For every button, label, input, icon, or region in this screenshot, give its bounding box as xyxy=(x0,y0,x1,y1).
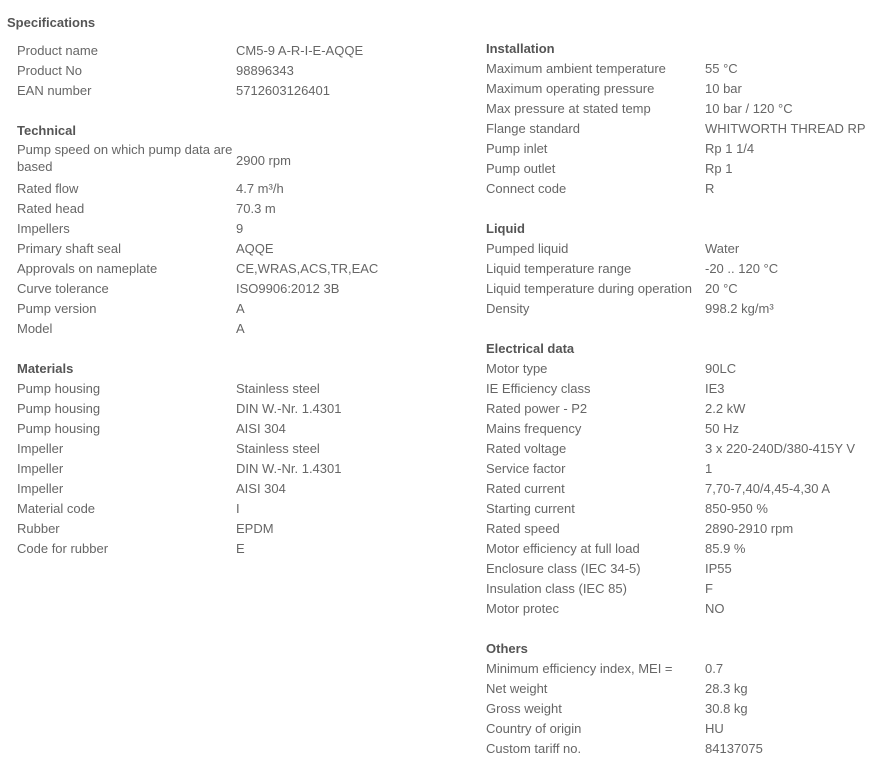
spec-row xyxy=(17,61,363,81)
spec-row xyxy=(486,119,866,139)
spec-label: Impellers xyxy=(17,221,70,236)
spec-label: Impeller xyxy=(17,441,64,456)
spec-value: 55 °C xyxy=(705,61,738,76)
spec-value: 0.7 xyxy=(705,661,724,676)
spec-value: ISO9906:2012 3B xyxy=(236,281,340,296)
spec-value: 28.3 kg xyxy=(705,681,748,696)
spec-value: IP55 xyxy=(705,561,732,576)
spec-row xyxy=(17,81,363,101)
spec-row xyxy=(17,539,341,559)
spec-row xyxy=(486,579,855,599)
spec-row xyxy=(486,79,866,99)
spec-row xyxy=(486,99,866,119)
spec-value: HU xyxy=(705,721,724,736)
liquid-section xyxy=(486,219,778,319)
spec-label: Flange standard xyxy=(486,121,580,136)
spec-value: R xyxy=(705,181,715,196)
technical-section xyxy=(17,121,378,339)
spec-label: Country of origin xyxy=(486,721,582,736)
spec-value: 7,70-7,40/4,45-4,30 A xyxy=(705,481,831,496)
spec-label: Pumped liquid xyxy=(486,241,569,256)
spec-row xyxy=(486,699,763,719)
page-title: Specifications xyxy=(7,15,96,30)
spec-row xyxy=(17,319,378,339)
spec-label: Starting current xyxy=(486,501,575,516)
spec-row xyxy=(486,519,855,539)
spec-value: 20 °C xyxy=(705,281,738,296)
installation-section xyxy=(486,39,866,199)
spec-row xyxy=(486,719,763,739)
spec-label: EAN number xyxy=(17,83,92,98)
spec-value: AQQE xyxy=(236,241,274,256)
spec-value: CE,WRAS,ACS,TR,EAC xyxy=(236,261,379,276)
spec-row xyxy=(486,459,855,479)
spec-label: Connect code xyxy=(486,181,567,196)
spec-value: DIN W.-Nr. 1.4301 xyxy=(236,461,342,476)
spec-value: CM5-9 A-R-I-E-AQQE xyxy=(236,43,364,58)
spec-row xyxy=(17,279,378,299)
spec-label: Primary shaft seal xyxy=(17,241,122,256)
spec-label: Net weight xyxy=(486,681,548,696)
section-title: Installation xyxy=(486,41,555,56)
spec-value: 10 bar xyxy=(705,81,742,96)
spec-value: F xyxy=(705,581,713,596)
spec-value: 70.3 m xyxy=(236,201,276,216)
spec-label: Curve tolerance xyxy=(17,281,109,296)
spec-value: A xyxy=(236,321,245,336)
spec-row xyxy=(486,179,866,199)
spec-value: 10 bar / 120 °C xyxy=(705,101,793,116)
section-title: Liquid xyxy=(486,221,525,236)
spec-label: Max pressure at stated temp xyxy=(486,101,651,116)
spec-row xyxy=(17,41,363,61)
spec-value: NO xyxy=(705,601,725,616)
spec-row xyxy=(486,559,855,579)
spec-row xyxy=(17,179,378,199)
spec-label: Maximum ambient temperature xyxy=(486,61,666,76)
spec-row xyxy=(486,539,855,559)
spec-row xyxy=(486,739,763,759)
section-title: Electrical data xyxy=(486,341,575,356)
spec-value: 84137075 xyxy=(705,741,763,756)
spec-label: Rated current xyxy=(486,481,565,496)
spec-row xyxy=(486,139,866,159)
spec-label: Pump inlet xyxy=(486,141,548,156)
spec-label: Rated power - P2 xyxy=(486,401,588,416)
section-title: Materials xyxy=(17,361,74,376)
spec-label: Code for rubber xyxy=(17,541,109,556)
spec-row xyxy=(17,499,341,519)
spec-row xyxy=(486,359,855,379)
spec-value: 1 xyxy=(705,461,713,476)
spec-label: Pump housing xyxy=(17,421,101,436)
spec-row xyxy=(17,239,378,259)
spec-row xyxy=(486,379,855,399)
spec-value: Rp 1 1/4 xyxy=(705,141,755,156)
spec-value: Rp 1 xyxy=(705,161,733,176)
spec-label: Rated head xyxy=(17,201,85,216)
spec-label: Minimum efficiency index, MEI = xyxy=(486,661,673,676)
spec-label: Mains frequency xyxy=(486,421,582,436)
spec-label: Rubber xyxy=(17,521,60,536)
spec-row xyxy=(17,479,341,499)
spec-label: Rated speed xyxy=(486,521,560,536)
spec-value: 5712603126401 xyxy=(236,83,330,98)
spec-row xyxy=(17,459,341,479)
spec-value: 90LC xyxy=(705,361,737,376)
spec-row xyxy=(17,519,341,539)
spec-label: Gross weight xyxy=(486,701,562,716)
spec-label: Product name xyxy=(17,43,98,58)
spec-value: 850-950 % xyxy=(705,501,768,516)
spec-label: Enclosure class (IEC 34-5) xyxy=(486,561,641,576)
spec-label: Liquid temperature during operation xyxy=(486,281,692,296)
spec-value: 98896343 xyxy=(236,63,294,78)
spec-value: IE3 xyxy=(705,381,725,396)
spec-label: Motor efficiency at full load xyxy=(486,541,640,556)
spec-row xyxy=(486,159,866,179)
spec-value: E xyxy=(236,541,245,556)
spec-row xyxy=(486,439,855,459)
spec-label: Maximum operating pressure xyxy=(486,81,655,96)
spec-row xyxy=(17,299,378,319)
spec-label: Motor protec xyxy=(486,601,559,616)
spec-label: Motor type xyxy=(486,361,548,376)
spec-value: WHITWORTH THREAD RP xyxy=(705,121,866,136)
spec-value: 2890-2910 rpm xyxy=(705,521,794,536)
spec-value: 2900 rpm xyxy=(236,152,291,168)
spec-label: Rated flow xyxy=(17,181,79,196)
spec-row xyxy=(17,199,378,219)
spec-label: Model xyxy=(17,321,53,336)
others-section xyxy=(486,639,763,759)
spec-value: 998.2 kg/m³ xyxy=(705,301,774,316)
spec-value: I xyxy=(236,501,240,516)
spec-row xyxy=(486,479,855,499)
spec-row xyxy=(486,259,778,279)
spec-value: EPDM xyxy=(236,521,274,536)
spec-label: Density xyxy=(486,301,530,316)
section-title: Technical xyxy=(17,123,77,138)
spec-row xyxy=(17,439,341,459)
spec-value: 4.7 m³/h xyxy=(236,181,284,196)
spec-label: Material code xyxy=(17,501,96,516)
spec-row xyxy=(486,399,855,419)
spec-label: Insulation class (IEC 85) xyxy=(486,581,627,596)
spec-label: Pump outlet xyxy=(486,161,556,176)
spec-value: Stainless steel xyxy=(236,441,320,456)
spec-row xyxy=(486,679,763,699)
spec-value: 3 x 220-240D/380-415Y V xyxy=(705,441,856,456)
spec-value: Stainless steel xyxy=(236,381,320,396)
spec-value: 9 xyxy=(236,221,244,236)
spec-row xyxy=(17,379,341,399)
spec-row xyxy=(486,599,855,619)
spec-label: Pump speed on which pump data are based xyxy=(17,142,233,174)
spec-label: Approvals on nameplate xyxy=(17,261,158,276)
spec-label: Custom tariff no. xyxy=(486,741,582,756)
electrical-section xyxy=(486,339,855,619)
spec-value: 85.9 % xyxy=(705,541,746,556)
spec-label: Rated voltage xyxy=(486,441,567,456)
spec-row xyxy=(17,399,341,419)
spec-row xyxy=(17,219,378,239)
spec-label: Impeller xyxy=(17,461,64,476)
spec-label: Pump housing xyxy=(17,401,101,416)
spec-row xyxy=(486,59,866,79)
spec-row xyxy=(17,419,341,439)
spec-label: Product No xyxy=(17,63,83,78)
spec-row xyxy=(486,499,855,519)
materials-section xyxy=(17,359,341,559)
spec-label: Impeller xyxy=(17,481,64,496)
spec-label: Service factor xyxy=(486,461,566,476)
spec-label: Pump housing xyxy=(17,381,101,396)
spec-label: Liquid temperature range xyxy=(486,261,632,276)
spec-value: AISI 304 xyxy=(236,421,286,436)
spec-value: 2.2 kW xyxy=(705,401,746,416)
spec-label: Pump version xyxy=(17,301,97,316)
section-title: Others xyxy=(486,641,528,656)
spec-row xyxy=(486,279,778,299)
spec-row xyxy=(486,299,778,319)
spec-value: AISI 304 xyxy=(236,481,286,496)
spec-row xyxy=(486,419,855,439)
spec-row xyxy=(17,259,378,279)
spec-row xyxy=(486,659,763,679)
spec-value: A xyxy=(236,301,245,316)
spec-value: Water xyxy=(705,241,740,256)
spec-row xyxy=(486,239,778,259)
spec-value: DIN W.-Nr. 1.4301 xyxy=(236,401,342,416)
spec-value: 50 Hz xyxy=(705,421,739,436)
general-section xyxy=(17,41,363,101)
spec-value: 30.8 kg xyxy=(705,701,748,716)
spec-value: -20 .. 120 °C xyxy=(705,261,779,276)
spec-row xyxy=(17,141,378,179)
spec-label: IE Efficiency class xyxy=(486,381,591,396)
